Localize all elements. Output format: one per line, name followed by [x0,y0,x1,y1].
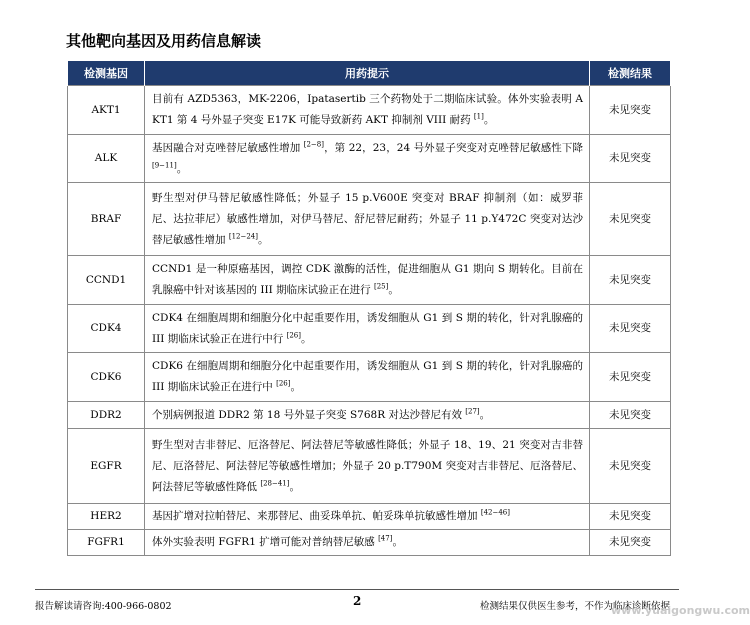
table-row [68,256,671,305]
hint-text: CDK4 在细胞周期和细胞分化中起重要作用，诱发细胞从 G1 到 S 期的转化，针对乳腺癌的 III 期临床试验正在进行中行 [152,311,583,345]
gene-name: CDK6 [68,353,145,402]
table-row [68,530,671,556]
hint-tail: 。 [392,536,403,548]
hint-tail: 。 [290,381,301,393]
hint-text: 体外实验表明 FGFR1 扩增可能对普纳替尼敏感 [152,536,375,548]
table-row [68,86,671,135]
hint-text: 基因融合对克唑替尼敏感性增加 [152,141,301,154]
hint-tail: ，第 22，23，24 号外显子突变对克唑替尼敏感性下降 [323,141,583,154]
reference: [9−11] [152,161,177,169]
hint-text: 野生型对吉非替尼、厄洛替尼、阿法替尼等敏感性降低；外显子 18、19、21 突变对吉非替尼、厄洛替尼、阿法替尼等敏感性增加；外显子 20 p.T790M 突变对吉非替尼、厄洛替尼、阿法替尼等敏感性降低 [152,438,583,493]
drug-hint [145,402,590,429]
hint-text: 个别病例报道 DDR2 第 18 号外显子突变 S768R 对达沙替尼有效 [152,408,462,421]
test-result: 未见突变 [590,504,671,530]
reference: [25] [373,282,389,291]
hint-text: CDK6 在细胞周期和细胞分化中起重要作用，诱发细胞从 G1 到 S 期的转化，针对乳腺癌的 III 期临床试验正在进行中 [152,360,583,393]
test-result: 未见突变 [590,429,671,504]
hint-tail: 。 [289,480,300,493]
watermark: www.yuaigongwu.com [611,604,750,617]
gene-name: ALK [68,135,145,183]
test-result: 未见突变 [590,135,671,183]
table-row [68,305,671,353]
drug-hint [145,135,590,183]
hint-text: 目前有 AZD5363，MK-2206，Ipatasertib 三个药物处于二期临床试验。体外实验表明 AKT1 第 4 号外显子突变 E17K 可能导致新药 AKT 抑制剂 VIII 耐药 [152,93,583,126]
gene-name: HER2 [68,504,145,530]
table-row [68,402,671,429]
hint-tail: 。 [301,332,312,345]
hint-tail: 。 [176,162,188,175]
reference: [47] [378,534,393,543]
table-row [68,429,671,504]
reference: [26] [286,331,301,339]
reference: [42−46] [480,508,510,517]
reference: [1] [473,112,484,121]
gene-name: EGFR [68,429,145,504]
header-result: 检测结果 [590,61,671,86]
reference: [2−8] [303,140,324,148]
test-result: 未见突变 [590,86,671,135]
reference: [12−24] [228,232,258,240]
footer-divider [35,589,679,590]
footer-contact: 报告解读请咨询:400-966-0802 [35,601,172,612]
test-result: 未见突变 [590,402,671,429]
page-number: 2 [353,594,362,608]
drug-hint [145,183,590,256]
footer-disclaimer: 检测结果仅供医生参考，不作为临床诊断依据 [480,601,671,612]
test-result: 未见突变 [590,183,671,256]
test-result: 未见突变 [590,305,671,353]
hint-text: 基因扩增对拉帕替尼、来那替尼、曲妥珠单抗、帕妥珠单抗敏感性增加 [152,510,478,522]
hint-text: CCND1 是一种原癌基因，调控 CDK 激酶的活性，促进细胞从 G1 期向 S 期转化。目前在乳腺癌中针对该基因的 III 期临床试验正在进行 [152,263,583,296]
table-row [68,183,671,256]
drug-hint [145,86,590,135]
gene-name: AKT1 [68,86,145,135]
hint-tail: 。 [258,233,269,246]
hint-tail: 。 [388,284,399,296]
drug-hint [145,530,590,556]
hint-tail: 。 [483,114,495,126]
table-row [68,504,671,530]
header-hint: 用药提示 [145,61,590,86]
reference: [26] [276,379,291,388]
reference: [27] [465,407,480,415]
gene-name: FGFR1 [68,530,145,556]
hint-text: 野生型对伊马替尼敏感性降低；外显子 15 p.V600E 突变对 BRAF 抑制剂（如：威罗菲尼、达拉菲尼）敏感性增加，对伊马替尼、舒尼替尼耐药；外显子 11 p.Y472C 突变对达沙替尼敏感性增加 [152,191,583,246]
hint-tail: 。 [479,408,491,421]
gene-name: CDK4 [68,305,145,353]
page-title: 其他靶向基因及用药信息解读 [66,32,262,50]
gene-name: CCND1 [68,256,145,305]
test-result: 未见突变 [590,530,671,556]
table-row [68,353,671,402]
table-header-row [68,61,671,86]
drug-hint [145,504,590,530]
gene-name: BRAF [68,183,145,256]
drug-hint [145,256,590,305]
test-result: 未见突变 [590,256,671,305]
gene-info-table [67,61,671,556]
drug-hint [145,429,590,504]
gene-name: DDR2 [68,402,145,429]
drug-hint [145,353,590,402]
header-gene: 检测基因 [68,61,145,86]
drug-hint [145,305,590,353]
table-row [68,135,671,183]
reference: [28−41] [260,479,290,487]
test-result: 未见突变 [590,353,671,402]
